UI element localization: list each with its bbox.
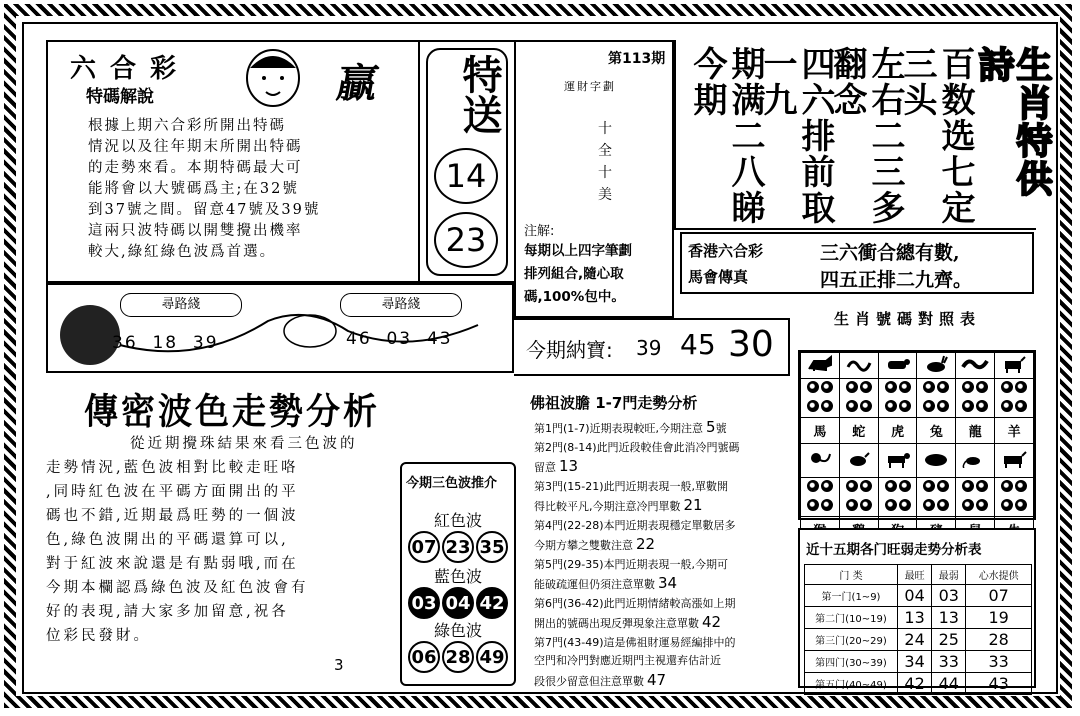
door-line: 第6門(36-42)此門近期情緒較高漲如上期 [534, 596, 736, 610]
portrait-illustration [228, 46, 318, 112]
rabbit-icon [922, 355, 950, 373]
road-label-2: 尋路綫 [340, 293, 462, 317]
commentary-line: 能將會以大號碼爲主;在32號 [88, 181, 299, 197]
road-numbers-2: 46 03 43 [346, 329, 453, 349]
dragon-icon [961, 355, 989, 373]
door-line: 第1門(1-7)近期表現較旺,今期注意 5號 [534, 418, 727, 436]
door-line: 留意 13 [534, 457, 579, 475]
zodiac-name-row-1: 馬 蛇 虎 兔 龍 羊 [801, 418, 1034, 444]
poem-column-1: 百数选七定三头 [897, 46, 975, 226]
road-label-1: 尋路綫 [120, 293, 242, 317]
door-table-row: 第二门(10~19) 13 13 19 [805, 607, 1032, 629]
poem-column-3: 四六排前取一九 [757, 46, 835, 226]
poem-column-4: 期满二八睇今期 [687, 46, 765, 226]
door-table-row: 第一门(1~9) 04 03 07 [805, 585, 1032, 607]
commentary-line: 這兩只波特碼以開雙攪出機率 [88, 223, 303, 239]
hk-label-2: 馬會傳真 [688, 268, 749, 286]
win-glyph: 贏 [333, 60, 382, 107]
door-line: 第2門(8-14)此門近段較佳會此消冷門號碼 [534, 440, 740, 454]
commentary-line: 到37號之間。留意47號及39號 [88, 202, 321, 218]
door-line: 開出的號碼出現反彈現象注意單數 42 [534, 613, 722, 631]
poem-title: 生肖特供詩 [973, 46, 1052, 198]
brand-title: 六合彩 [70, 54, 191, 84]
pig-icon [922, 450, 950, 468]
fortune-chars: 十 全 十 美 [598, 121, 612, 203]
zodiac-animal-row [801, 353, 1034, 379]
hk-fax-panel [680, 232, 1034, 294]
door-table-row: 第三门(20~29) 24 25 28 [805, 629, 1032, 651]
doors-list [534, 418, 794, 691]
zodiac-animal-row-2 [801, 444, 1034, 478]
door-line: 段很少留意但注意單數 47 [534, 670, 667, 689]
treasure-number-3: 30 [728, 324, 774, 365]
road-numbers-1: 36 18 39 [112, 333, 219, 353]
color-recommend-title: 今期三色波推介 [406, 476, 498, 491]
door-line: 第5門(29-35)本門近期表現一般,今期可 [534, 557, 729, 571]
fortune-title: 運財字劃 [564, 80, 616, 93]
treasure-label: 今期納寶: [526, 338, 613, 362]
doors-title: 佛祖波膽 1-7門走勢分析 [530, 394, 698, 412]
commentary-line: 較大,綠紅綠色波爲首選。 [88, 244, 277, 260]
zodiac-table [798, 350, 1036, 520]
road-strip-panel [46, 283, 514, 373]
special-send-panel [418, 40, 516, 283]
subtitle: 特碼解說 [86, 87, 154, 107]
door-table [804, 564, 1032, 695]
door-line: 今期方攀之雙數注意 22 [534, 535, 656, 553]
rooster-icon [845, 450, 873, 468]
treasure-number-1: 39 [636, 336, 662, 360]
dog-icon [884, 450, 912, 468]
hk-line-2: 四五正排二九齊。 [820, 269, 973, 291]
commentary-line: 的走勢來看。本期特碼最大可 [88, 160, 303, 176]
special-number-1: 14 [434, 148, 498, 204]
door-line: 第4門(22-28)本門近期表現穩定單數居多 [534, 518, 736, 532]
door-line: 空門和冷門對應近期門主視還弃估計近 [534, 654, 721, 667]
zodiac-title: 生肖號碼對照表 [834, 310, 982, 328]
door-table-row: 第四门(30~39) 34 33 33 [805, 651, 1032, 673]
hk-line-1: 三六衝合總有數, [820, 242, 960, 264]
wave-analysis-text: 從近期攪珠結果來看三色波的 走勢情況,藍色波相對比較走旺咯 ,同時紅色波在平碼方面開出的平 碼也不錯,近期最爲旺勢的一個波 色,綠色波開出的平碼還算可以, 對于紅波來說還是有點弱哦,而在 今期本欄認爲綠色波及紅色波會有 好的表現,請大家多加留意,祝各 位彩民發財。 [46, 436, 358, 644]
green-wave-group: 綠色波 06 28 49 [402, 618, 514, 673]
issue-number: 第113期 [608, 51, 666, 67]
note-text: 每期以上四字筆劃 排列組合,隨心取 碼,100%包中。 [524, 243, 632, 305]
treasure-panel [514, 318, 790, 376]
door-table-row: 第五门(40~49) 42 44 43 [805, 673, 1032, 695]
door-table-title: 近十五期各门旺弱走势分析表 [806, 542, 982, 558]
red-wave-group: 紅色波 07 23 35 [402, 508, 514, 563]
snake-icon [845, 355, 873, 373]
goat-icon [1000, 355, 1028, 373]
special-send-label: 特送 [456, 54, 502, 134]
special-number-2: 23 [434, 212, 498, 268]
door-line: 第3門(15-21)此門近期表現一般,單數開 [534, 479, 729, 493]
door-table-header: 门 类 最旺 最弱 心水提供 [805, 565, 1032, 585]
ox-icon [1000, 450, 1028, 468]
note-label: 注解: [524, 224, 555, 239]
commentary-line: 情況以及往年期末所開出特碼 [88, 139, 303, 155]
commentary-line: 根據上期六合彩所開出特碼 [88, 118, 286, 134]
commentary-text [88, 116, 320, 263]
page-mark: 3 [334, 656, 344, 674]
poem-column-2: 左右二三多翻念 [827, 46, 905, 226]
blue-wave-group: 藍色波 03 04 42 [402, 564, 514, 619]
commentary-panel [46, 40, 420, 283]
treasure-number-2: 45 [680, 328, 716, 361]
door-line: 能破疏運但仍須注意單數 34 [534, 574, 678, 592]
fortune-panel [514, 40, 674, 318]
color-recommend-panel [400, 462, 516, 686]
wave-analysis-title: 傳密波色走勢分析 [84, 391, 380, 434]
poem-panel [674, 40, 1052, 230]
tiger-icon [884, 355, 912, 373]
door-line: 第7門(43-49)這是佛祖財運易經編排中的 [534, 635, 736, 649]
horse-icon [806, 355, 834, 373]
door-line: 得比較平凡,今期注意冷門單數 21 [534, 496, 703, 514]
zodiac-ball-row [801, 379, 1034, 418]
rat-icon [961, 450, 989, 468]
monkey-icon [806, 450, 834, 468]
door-table-panel [798, 528, 1036, 693]
zodiac-ball-row-2 [801, 478, 1034, 517]
hk-label-1: 香港六合彩 [688, 242, 764, 260]
